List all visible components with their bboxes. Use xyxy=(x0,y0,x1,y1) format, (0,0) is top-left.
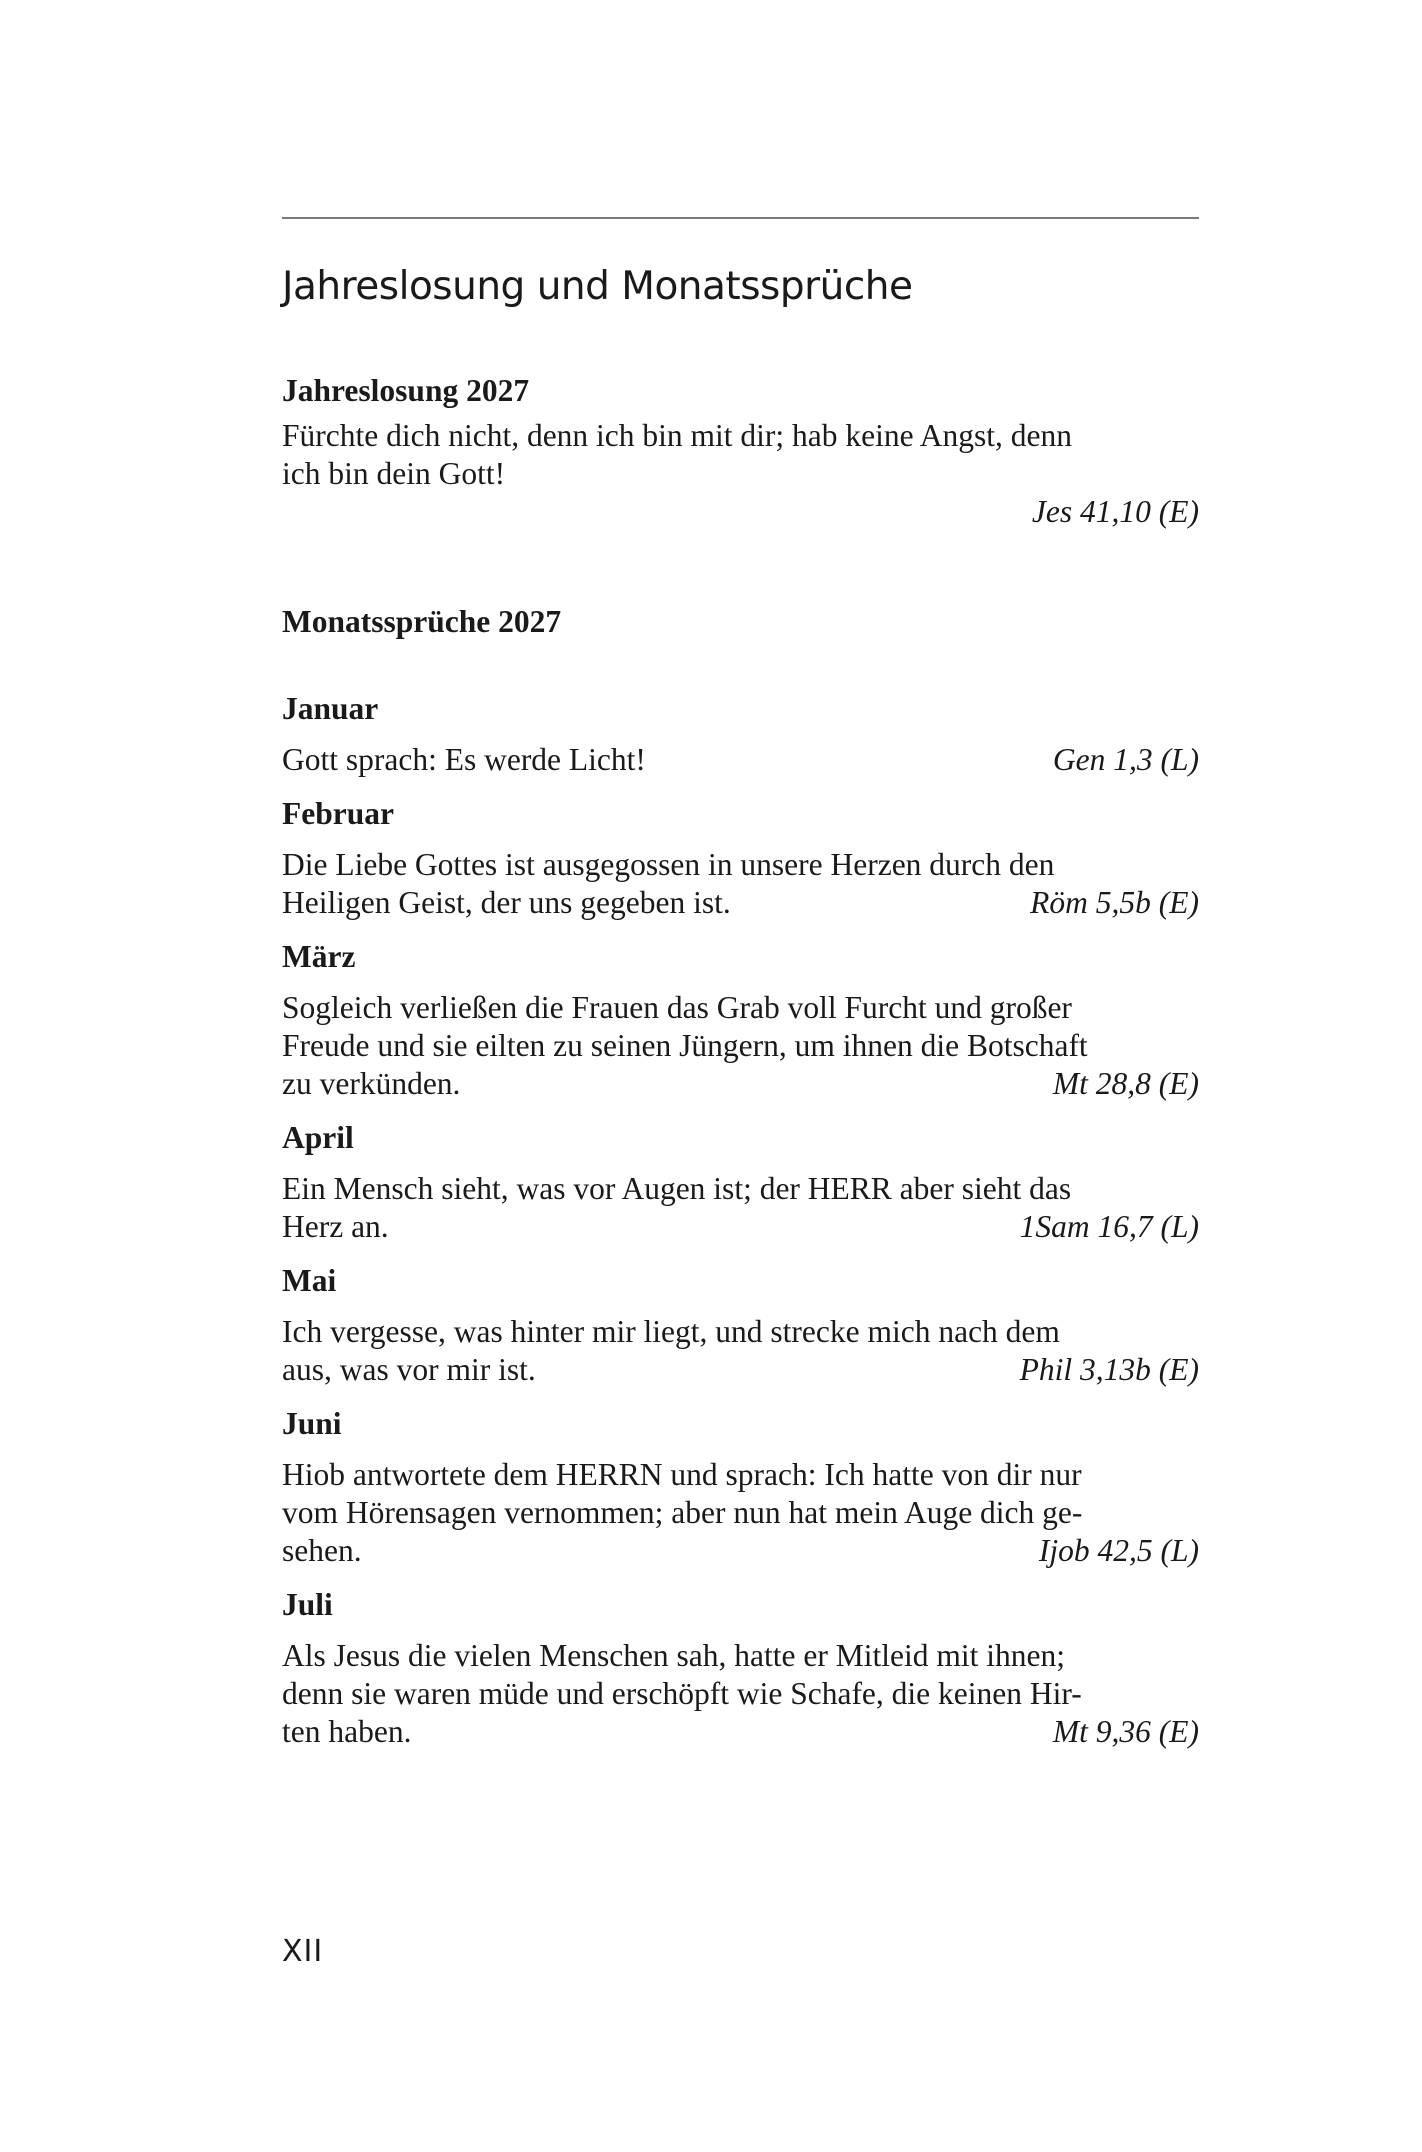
verse-text: Ein Mensch sieht, was vor Augen ist; der HERR aber sieht das xyxy=(282,1171,1072,1206)
month-name: März xyxy=(282,939,356,974)
verse-line xyxy=(282,884,1199,922)
verse-text: Ich vergesse, was hinter mir liegt, und strecke mich nach dem xyxy=(282,1314,1060,1349)
month-block-mai xyxy=(282,1262,1199,1389)
jahreslosung-title: Jahreslosung 2027 xyxy=(282,373,530,408)
verse-text: Herz an. xyxy=(282,1209,389,1244)
month-verse xyxy=(282,846,1199,922)
verse-line xyxy=(282,1351,1199,1389)
jahreslosung-verse xyxy=(282,417,1199,493)
month-verse xyxy=(282,1170,1199,1246)
verse-reference: Mt 28,8 (E) xyxy=(1052,1066,1199,1101)
month-name: Januar xyxy=(282,691,379,726)
verse-text: Heiligen Geist, der uns gegeben ist. xyxy=(282,885,731,920)
month-name: Mai xyxy=(282,1263,337,1298)
month-verse xyxy=(282,1313,1199,1389)
month-verse xyxy=(282,1456,1199,1570)
jahreslosung-line: ich bin dein Gott! xyxy=(282,456,506,491)
verse-reference: Gen 1,3 (L) xyxy=(1052,742,1199,777)
page-number: XII xyxy=(282,1934,324,1969)
month-block-maerz xyxy=(282,938,1199,1103)
jahreslosung-reference: Jes 41,10 (E) xyxy=(1031,494,1199,529)
verse-line xyxy=(282,1208,1199,1246)
verse-reference: Phil 3,13b (E) xyxy=(1019,1352,1199,1387)
month-name: Februar xyxy=(282,796,394,831)
verse-text: vom Hörensagen vernommen; aber nun hat mein Auge dich ge- xyxy=(282,1495,1083,1530)
month-name: Juni xyxy=(282,1406,342,1441)
verse-line xyxy=(282,1065,1199,1103)
month-verse xyxy=(282,989,1199,1103)
verse-text: Sogleich verließen die Frauen das Grab voll Furcht und großer xyxy=(282,990,1072,1025)
verse-reference: 1Sam 16,7 (L) xyxy=(1019,1209,1199,1244)
verse-text: sehen. xyxy=(282,1533,362,1568)
verse-line xyxy=(282,1713,1199,1751)
month-block-april xyxy=(282,1119,1199,1246)
month-block-januar xyxy=(282,690,1199,779)
verse-line xyxy=(282,1532,1199,1570)
verse-text: Gott sprach: Es werde Licht! xyxy=(282,742,646,777)
page-title: Jahreslosung und Monatssprüche xyxy=(282,264,913,309)
verse-text: Hiob antwortete dem HERRN und sprach: Ich hatte von dir nur xyxy=(282,1457,1082,1492)
month-verse xyxy=(282,1637,1199,1751)
jahreslosung-line: Fürchte dich nicht, denn ich bin mit dir; hab keine Angst, denn xyxy=(282,418,1072,453)
page-content xyxy=(282,372,1199,1751)
verse-text: Freude und sie eilten zu seinen Jüngern, um ihnen die Botschaft xyxy=(282,1028,1088,1063)
header-rule xyxy=(282,217,1199,219)
verse-text: aus, was vor mir ist. xyxy=(282,1352,536,1387)
verse-reference: Mt 9,36 (E) xyxy=(1052,1714,1199,1749)
verse-line xyxy=(282,741,1199,779)
verse-text: zu verkünden. xyxy=(282,1066,461,1101)
verse-reference: Röm 5,5b (E) xyxy=(1030,885,1199,920)
verse-reference: Ijob 42,5 (L) xyxy=(1038,1533,1199,1568)
month-block-juli xyxy=(282,1586,1199,1751)
verse-text: Die Liebe Gottes ist ausgegossen in unsere Herzen durch den xyxy=(282,847,1055,882)
verse-text: Als Jesus die vielen Menschen sah, hatte er Mitleid mit ihnen; xyxy=(282,1638,1065,1673)
verse-text: denn sie waren müde und erschöpft wie Schafe, die keinen Hir- xyxy=(282,1676,1082,1711)
month-block-februar xyxy=(282,795,1199,922)
monatssprueche-title: Monatssprüche 2027 xyxy=(282,604,562,639)
month-verse xyxy=(282,741,1199,779)
month-block-juni xyxy=(282,1405,1199,1570)
month-name: April xyxy=(282,1120,354,1155)
month-name: Juli xyxy=(282,1587,333,1622)
verse-text: ten haben. xyxy=(282,1714,412,1749)
